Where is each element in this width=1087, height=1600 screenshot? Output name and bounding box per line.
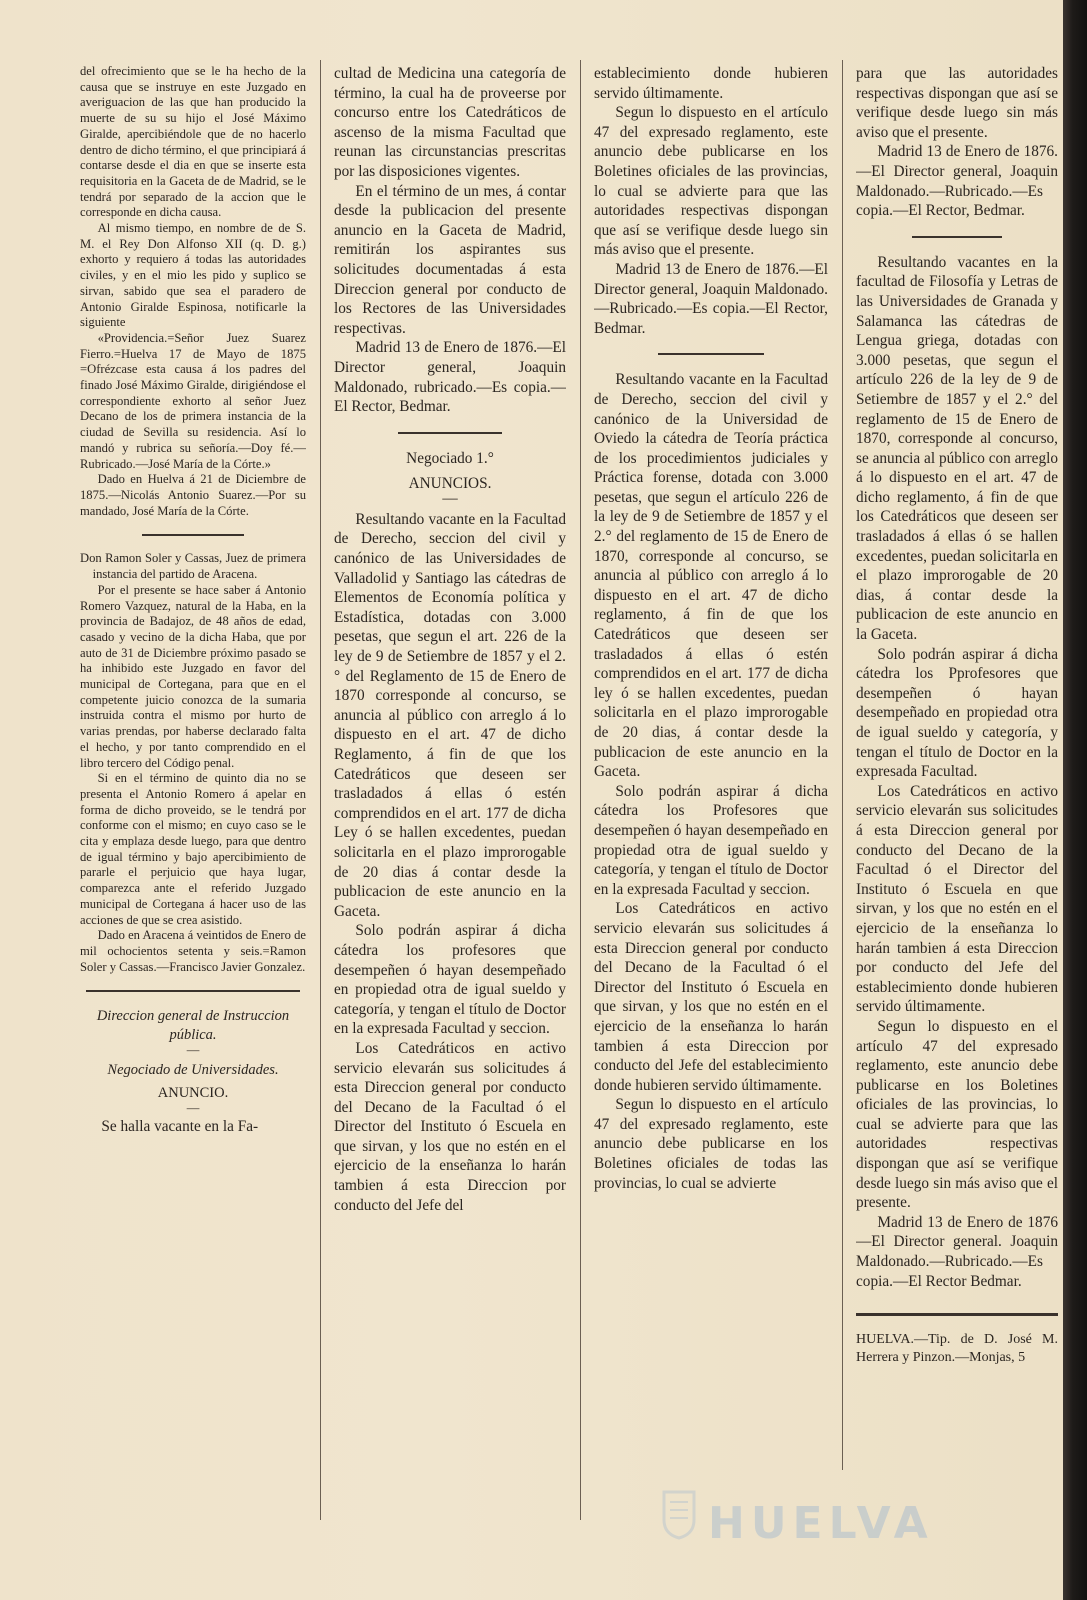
paragraph: Por el presente se hace saber á Antonio Romero Vazquez, natural de la Haba, en la provincia de Badajoz, de 48 años de edad, casado y vecino de la dicha Haba, que por auto de 31 de Diciembre próximo pasado se ha inhibido este Juzgado en favor del municipal de Cortegana, para que en el competente juicio conozca de la sumaria instruida contra el mismo por hurto de varias prendas, por haberse declarado falta el hecho, y por tanto comprendido en el libro tercero del Código penal. xyxy=(80,582,306,770)
notice-heading: Don Ramon Soler y Cassas, Juez de primera instancia del partido de Aracena. xyxy=(80,551,306,582)
divider xyxy=(398,432,502,434)
section-subtitle: Negociado de Universidades. xyxy=(107,1062,279,1079)
paragraph: Se halla vacante en la Fa- xyxy=(101,1118,259,1136)
divider xyxy=(658,353,763,355)
divider xyxy=(86,990,301,992)
paragraph: para que las autoridades respectivas dispongan que así se verifique desde luego sin más aviso que el presente. xyxy=(856,65,1058,141)
printer-footer: HUELVA.—Tip. de D. José M. Herrera y Pinzon.—Monjas, 5 xyxy=(856,1332,1058,1366)
paragraph: del ofrecimiento que se le ha hecho de la causa que se instruye en este Juzgado en averiguacion de las que han producido la muerte de su su hijo el José Máximo Giralde, apercibiéndole que de no hacerlo dentro de dicho término, el que principiará á contarse desde el dia en que se inserte esta requisitoria en la Gaceta de de Madrid, se le tendrá por separado de la accion que le corresponde en dicha causa. xyxy=(80,64,306,220)
dash: — xyxy=(186,1101,200,1116)
dash: — xyxy=(186,1043,200,1058)
section-anuncio: ANUNCIO. xyxy=(157,1085,229,1102)
column-3 xyxy=(594,64,828,1520)
paragraph: cultad de Medicina una categoría de término, la cual ha de proveerse por concurso entre los Catedráticos de ascenso de la misma Facultad que reunan las circunstancias prescritas por las disposiciones vigentes. xyxy=(334,65,566,180)
divider xyxy=(142,534,244,536)
paragraph: Solo podrán aspirar á dicha cátedra los Profesores que desempeñen ó hayan desempeñado en propiedad otra de igual sueldo y categoría, y tengan el título de Doctor en la expresada Facultad y seccion. xyxy=(594,782,828,898)
negociado-heading: Negociado 1.° xyxy=(406,449,494,467)
divider xyxy=(856,1313,1058,1316)
paragraph: Segun lo dispuesto en el artículo 47 del expresado reglamento, este anuncio debe publicarse en los Boletines oficiales de todas las provincias, lo cual se advierte xyxy=(594,1096,828,1192)
paragraph: Madrid 13 de Enero de 1876—El Director general. Joaquin Maldonado.—Rubricado.—Es copia.—El Rector Bedmar. xyxy=(856,1213,1058,1290)
anuncios-heading: ANUNCIOS. xyxy=(408,475,492,493)
paragraph: Solo podrán aspirar á dicha cátedra los Pprofesores que desempeñen ó hayan desempeñado en propiedad otra de igual sueldo y categoría, y tengan el título de Doctor en la expresada Facultad. xyxy=(856,645,1058,781)
paragraph: «Providencia.=Señor Juez Suarez Fierro.=Huelva 17 de Mayo de 1875 =Ofrézcase esta causa á los padres del finado José Máximo Giralde, dirigiéndose el correspondiente exhorto al señor Juez Decano de los de primera instancia de la ciudad de Sevilla su residencia. Así lo mandó y rubrica su señoría.—Doy fé.—Rubricado.—José María de la Córte.» xyxy=(80,330,306,471)
paragraph: establecimiento donde hubieren servido últimamente. xyxy=(594,65,828,102)
paragraph: Los Catedráticos en activo servicio elevarán sus solicitudes á esta Direccion general por conducto del Decano de la Facultad ó el Director del Instituto ó Escuela en que sirvan, y los que no estén en el ejercicio de la enseñanza lo harán tambien á esta Direccion por conducto del Jefe del xyxy=(334,1039,566,1214)
paragraph: Segun lo dispuesto en el artículo 47 del expresado reglamento, este anuncio debe publicarse en los Boletines oficiales de las provincias, lo cual se advierte para que las autoridades respectivas dispongan que así se verifique desde luego sin más aviso que el presente. xyxy=(594,104,828,259)
paragraph: Dado en Aracena á veintidos de Enero de mil ochocientos setenta y seis.=Ramon Soler y Cassas.—Francisco Javier Gonzalez. xyxy=(80,928,306,974)
section-title: Direccion general de Instruccion pública. xyxy=(96,1008,290,1044)
paragraph: Madrid 13 de Enero de 1876.—El Director general, Joaquin Maldonado, rubricado.—Es copia.—El Rector, Bedmar. xyxy=(334,339,566,416)
dash: — xyxy=(442,489,458,507)
paragraph: Segun lo dispuesto en el artículo 47 del expresado reglamento, este anuncio debe publicarse en los Boletines oficiales de las provincias, lo cual se advierte para que las autoridades respectivas dispongan que así se verifique desde luego sin más aviso que el presente. xyxy=(856,1017,1058,1212)
shield-icon xyxy=(662,1490,696,1540)
watermark-logo: HUELVA xyxy=(708,1498,934,1549)
paragraph: Los Catedráticos en activo servicio elevarán sus solicitudes á esta Direccion general por conducto del Decano de la Facultad ó el Director del Instituto ó Escuela en que sirvan, y los que no estén en el ejercicio de la enseñanza lo harán tambien á esta Direccion por conducto del Jefe del establecimiento donde hubieren servido últimamente. xyxy=(856,782,1058,1016)
paragraph: Resultando vacantes en la facultad de Filosofía y Letras de las Universidades de Granada y Salamanca las cátedras de Lengua griega, dotadas con 3.000 pesetas, que segun el artículo 226 de la ley de 9 de Setiembre de 1857 y el 2.° del reglamento de 15 de Enero de 1870, corresponde al concurso, se anuncia al público con arreglo á lo dispuesto en el art. 47 de dicho reglamento, á fin de que los Catedráticos que deseen ser trasladados á ellas ó se hallen excedentes, puedan solicitarla en el plazo improrogable de 20 dias, á contar desde la publicacion de este anuncio en la Gaceta. xyxy=(856,253,1058,644)
paragraph: Si en el término de quinto dia no se presenta el Antonio Romero á apelar en forma de dicho proveido, se le tendrá por conforme con el mismo; en cuyo caso se le cita y emplaza desde luego, para que dentro de igual término y bajo apercibimiento de pararle el perjuicio que haya lugar, comparezca ante el referido Juzgado municipal de Cortegana á hacer uso de las acciones de que se crea asistido. xyxy=(80,771,306,927)
paragraph: Los Catedráticos en activo servicio elevarán sus solicitudes á esta Direccion general por conducto del Decano de la Facultad ó el Director del Instituto ó Escuela en que sirvan, y los que no estén en el ejercicio de la enseñanza lo harán tambien á esta Direccion por conducto del Jefe del establecimiento donde hubieren servido últimamente. xyxy=(594,900,828,1094)
column-divider xyxy=(580,60,581,1520)
paragraph: Madrid 13 de Enero de 1876.—El Director general, Joaquin Maldonado.—Rubricado.—Es copia.—El Rector, Bedmar. xyxy=(594,260,828,337)
paragraph: Resultando vacante en la Facultad de Derecho, seccion del civil y canónico de las Universidades de Valladolid y Santiago las cátedras de Elementos de Economía política y Estadística, dotadas con 3.000 pesetas, que segun el art. 226 de la ley de 9 de Setiembre de 1857 y el 2.° del Reglamento de 15 de Enero de 1870 corresponde al concurso, se anuncia al público con arreglo á lo dispuesto en el art. 47 de dicho Reglamento, á fin de que los Catedráticos que deseen ser trasladados á ellas ó estén comprendidos en el art. 177 de dicha Ley ó se hallen excedentes, puedan solicitarla en el plazo improrogable de 20 dias á contar desde la publicacion de este anuncio en la Gaceta. xyxy=(334,510,566,920)
column-1 xyxy=(80,64,306,1520)
paragraph: Dado en Huelva á 21 de Diciembre de 1875.—Nicolás Antonio Suarez.—Por su mandado, José María de la Córte. xyxy=(80,472,306,518)
column-divider xyxy=(842,60,843,1470)
column-divider xyxy=(320,60,321,1520)
column-4 xyxy=(856,64,1058,1520)
paragraph: Solo podrán aspirar á dicha cátedra los profesores que desempeñen ó hayan desempeñado en propiedad otra de igual sueldo y categoría, y tengan el título de Doctor en la expresada Facultad y seccion. xyxy=(334,922,566,1038)
page-binding-edge xyxy=(1063,0,1087,1600)
paragraph: Madrid 13 de Enero de 1876.—El Director general, Joaquin Maldonado.—Rubricado.—Es copia.—El Rector, Bedmar. xyxy=(856,143,1058,220)
divider xyxy=(912,236,1003,238)
paragraph: En el término de un mes, á contar desde la publicacion del presente anuncio en la Gaceta de Madrid, remitirán los aspirantes sus solicitudes documentadas á esta Direccion general por conducto de los Rectores de las Universidades respectivas. xyxy=(334,182,566,337)
paragraph: Resultando vacante en la Facultad de Derecho, seccion del civil y canónico de la Universidad de Oviedo la cátedra de Teoría práctica de los procedimientos judiciales y Práctica forense, dotada con 3.000 pesetas, que segun el artículo 226 de la ley de 9 de Setiembre de 1857 y el 2.° del reglamento de 15 de Enero de 1870, corresponde al concurso, se anuncia al público con arreglo á lo dispuesto en el art. 47 de dicho reglamento, á fin de que los Catedráticos que deseen ser trasladados á ellas ó estén comprendidos en el art. 177 de dicha ley ó se hallen excedentes, puedan solicitarla en el plazo improrogable de 20 dias, á contar desde la publicacion de este anuncio en la Gaceta. xyxy=(594,371,828,781)
column-2 xyxy=(334,64,566,1520)
paragraph: Al mismo tiempo, en nombre de de S. M. el Rey Don Alfonso XII (q. D. g.) exhorto y requiero á todas las autoridades civiles, y en el mio les pido y suplico se sirvan, sabido que sea el paradero de Antonio Giralde Espinosa, notificarle la siguiente xyxy=(80,221,306,330)
